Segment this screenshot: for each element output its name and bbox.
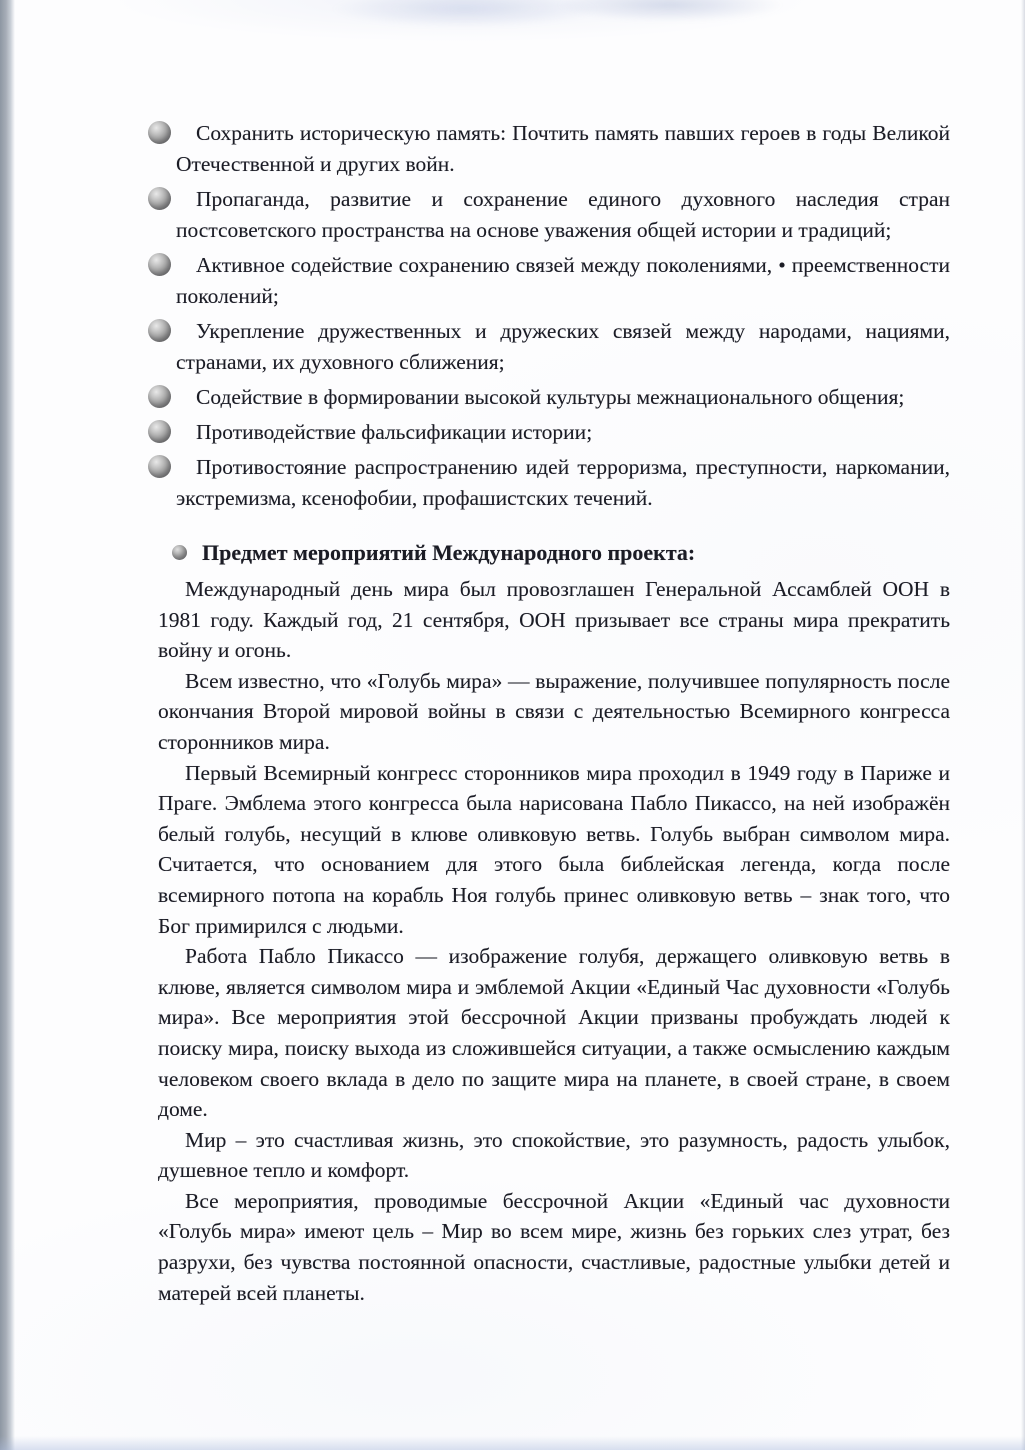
sphere-bullet-icon <box>148 253 171 276</box>
sphere-bullet-icon <box>148 385 171 408</box>
goals-list <box>176 118 950 514</box>
body-paragraph: Международный день мира был провозглашен Генеральной Ассамблей ООН в 1981 году. Каждый год, 21 сентября, ООН призывает все страны мира прекратить войну и огонь. <box>158 577 950 663</box>
body-paragraph: Первый Всемирный конгресс сторонников мира проходил в 1949 году в Париже и Праге. Эмблема этого конгресса была нарисована Пабло Пикассо, на ней изображён белый голубь, несущий в клюве оливковую ветвь. Голубь выбран символом мира. Считается, что основанием для этого была библейская легенда, когда после всемирного потопа на корабль Ноя голубь принес оливковую ветвь – знак того, что Бог примирился с людьми. <box>158 760 950 938</box>
body-paragraph: Всем известно, что «Голубь мира» — выражение, получившее популярность после окончания Второй мировой войны в связи с деятельностью Всемирного конгресса сторонников мира. <box>158 668 950 754</box>
list-item-text: Активное содействие сохранению связей между поколениями, • преемственности поколений; <box>176 253 950 308</box>
page-right-edge <box>1021 0 1025 1450</box>
sphere-bullet-icon <box>148 319 171 342</box>
list-item <box>176 452 950 514</box>
list-item <box>176 250 950 312</box>
scan-artifact-smudge <box>555 0 785 22</box>
list-item-text: Содействие в формировании высокой культуры межнационального общения; <box>196 385 905 409</box>
sphere-bullet-icon <box>148 187 171 210</box>
page-bottom-scan-tint <box>0 1436 1025 1450</box>
list-item <box>176 184 950 246</box>
body-paragraph: Работа Пабло Пикассо — изображение голубя, держащего оливковую ветвь в клюве, является символом мира и эмблемой Акции «Единый Час духовности «Голубь мира». Все мероприятия этой бессрочной Акции призваны пробуждать людей к поиску мира, поиску выхода из сложившейся ситуации, а также осмыслению каждым человеком своего вклада в дело по защите мира на планете, в своей стране, в своем доме. <box>158 944 950 1122</box>
list-item-text: Укрепление дружественных и дружеских связей между народами, нациями, странами, их духовного сближения; <box>176 319 950 374</box>
list-item-text: Противостояние распространению идей терроризма, преступности, наркомании, экстремизма, ксенофобии, профашистских течений. <box>176 455 950 510</box>
sphere-bullet-icon <box>148 455 171 478</box>
list-item-text: Противодействие фальсификации истории; <box>196 420 593 444</box>
sphere-bullet-icon <box>148 121 171 144</box>
body-paragraph: Все мероприятия, проводимые бессрочной Акции «Единый час духовности «Голубь мира» имеют цель – Мир во всем мире, жизнь без горьких слез утрат, без разрухи, без чувства постоянной опасности, счастливые, радостные улыбки детей и матерей всей планеты. <box>158 1188 950 1305</box>
list-item <box>176 417 950 448</box>
list-item <box>176 316 950 378</box>
body-paragraph: Мир – это счастливая жизнь, это спокойствие, это разумность, радость улыбок, душевное тепло и комфорт. <box>158 1127 950 1183</box>
sphere-bullet-icon <box>148 420 171 443</box>
document-content <box>158 118 950 1308</box>
section-heading-row <box>172 538 950 567</box>
section-heading: Предмет мероприятий Международного проекта: <box>202 540 696 565</box>
scan-artifact-smudge <box>330 0 600 28</box>
page-left-edge <box>0 0 15 1450</box>
sphere-bullet-icon <box>172 545 187 560</box>
list-item-text: Пропаганда, развитие и сохранение единого духовного наследия стран постсоветского пространства на основе уважения общей истории и традиций; <box>176 187 950 242</box>
body-text <box>158 574 950 1308</box>
list-item-text: Сохранить историческую память: Почтить память павших героев в годы Великой Отечественной и других войн. <box>176 121 950 176</box>
list-item <box>176 118 950 180</box>
list-item <box>176 382 950 413</box>
